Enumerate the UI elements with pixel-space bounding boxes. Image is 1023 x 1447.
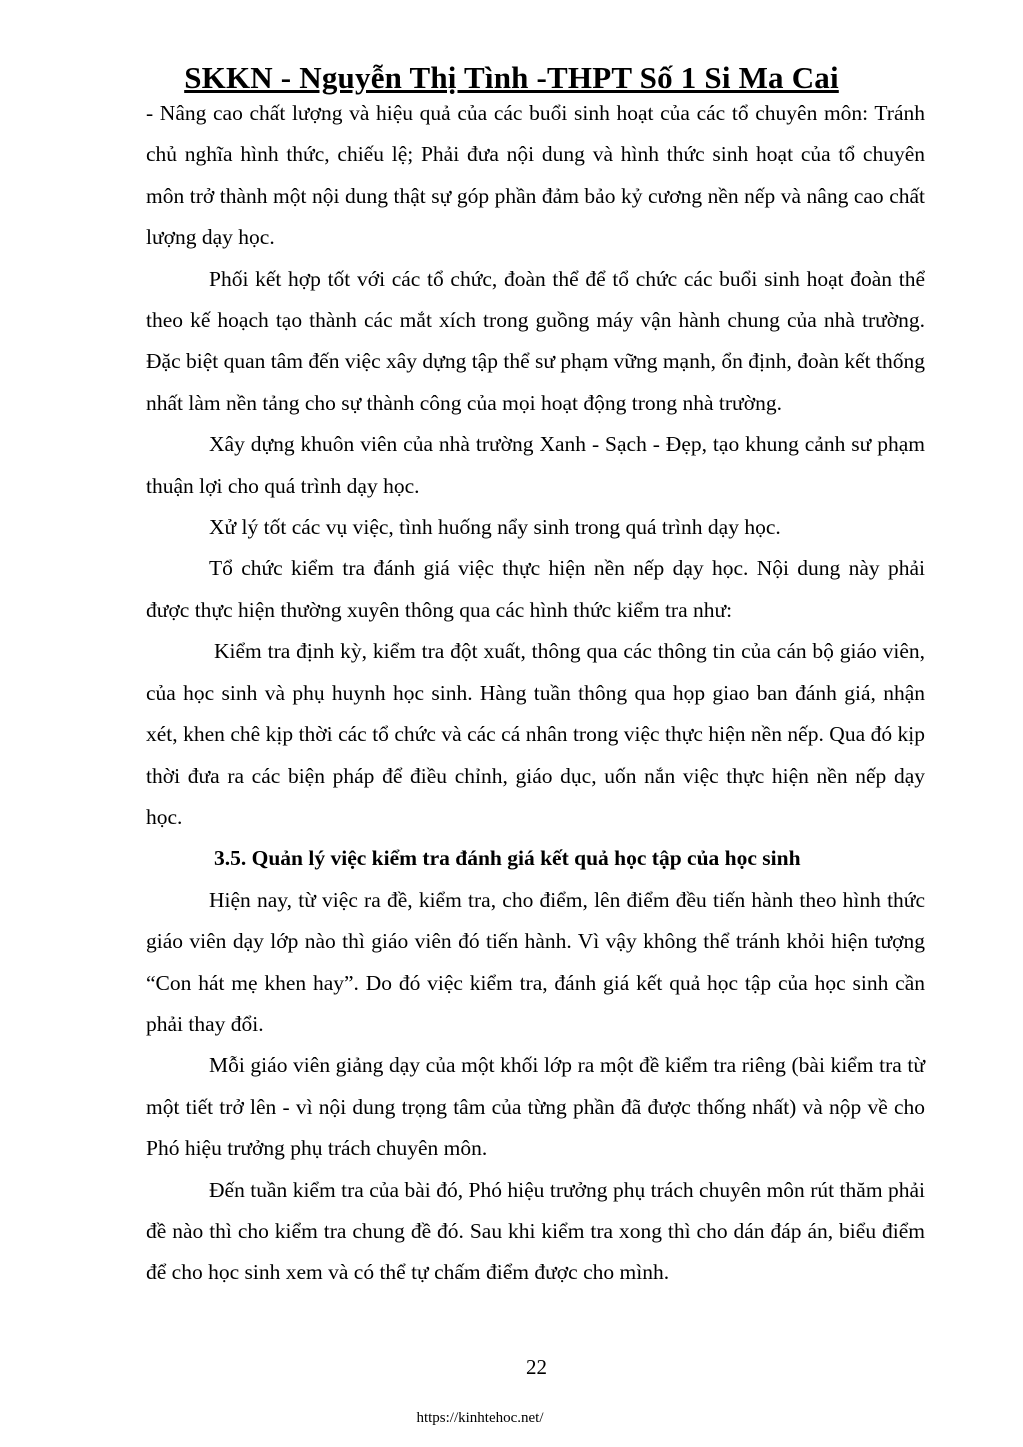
document-body [146, 93, 925, 1294]
footer-url[interactable]: https://kinhtehoc.net/ [416, 1410, 544, 1426]
paragraph-7: Hiện nay, từ việc ra đề, kiểm tra, cho điểm, lên điểm đều tiến hành theo hình thức giáo viên dạy lớp nào thì giáo viên đó tiến hành. Vì vậy không thể tránh khỏi hiện tượng “Con hát mẹ khen hay”. Do đó việc kiểm tra, đánh giá kết quả học tập của học sinh cần phải thay đổi. [146, 887, 925, 1036]
paragraph-6: Kiểm tra định kỳ, kiểm tra đột xuất, thông qua các thông tin của cán bộ giáo viên, của học sinh và phụ huynh học sinh. Hàng tuần thông qua họp giao ban đánh giá, nhận xét, khen chê kịp thời các tổ chức và các cá nhân trong việc thực hiện nền nếp. Qua đó kịp thời đưa ra các biện pháp để điều chỉnh, giáo dục, uốn nắn việc thực hiện nền nếp dạy học. [146, 639, 925, 829]
paragraph-2: Phối kết hợp tốt với các tổ chức, đoàn thể để tổ chức các buổi sinh hoạt đoàn thể theo kế hoạch tạo thành các mắt xích trong guồng máy vận hành chung của nhà trường. Đặc biệt quan tâm đến việc xây dựng tập thể sư phạm vững mạnh, ổn định, đoàn kết thống nhất làm nền tảng cho sự thành công của mọi hoạt động trong nhà trường. [146, 266, 925, 415]
paragraph-1: - Nâng cao chất lượng và hiệu quả của các buổi sinh hoạt của các tổ chuyên môn: Tránh chủ nghĩa hình thức, chiếu lệ; Phải đưa nội dung và hình thức sinh hoạt của tổ chuyên môn trở thành một nội dung thật sự góp phần đảm bảo kỷ cương nền nếp và nâng cao chất lượng dạy học. [146, 101, 925, 250]
page-header: SKKN - Nguyễn Thị Tình -THPT Số 1 Si Ma Cai [184, 60, 839, 95]
paragraph-3: Xây dựng khuôn viên của nhà trường Xanh - Sạch - Đẹp, tạo khung cảnh sư phạm thuận lợi cho quá trình dạy học. [146, 432, 925, 498]
section-heading: 3.5. Quản lý việc kiểm tra đánh giá kết quả học tập của học sinh [214, 846, 801, 871]
paragraph-5: Tổ chức kiểm tra đánh giá việc thực hiện nền nếp dạy học. Nội dung này phải được thực hiện thường xuyên thông qua các hình thức kiểm tra như: [146, 556, 925, 622]
paragraph-9: Đến tuần kiểm tra của bài đó, Phó hiệu trưởng phụ trách chuyên môn rút thăm phải đề nào thì cho kiểm tra chung đề đó. Sau khi kiểm tra xong thì cho dán đáp án, biểu điểm để cho học sinh xem và có thể tự chấm điểm được cho mình. [146, 1177, 925, 1285]
paragraph-4: Xử lý tốt các vụ việc, tình huống nẩy sinh trong quá trình dạy học. [209, 515, 781, 540]
page-number: 22 [526, 1355, 547, 1379]
paragraph-8: Mỗi giáo viên giảng dạy của một khối lớp ra một đề kiểm tra riêng (bài kiểm tra từ một tiết trở lên - vì nội dung trọng tâm của từng phần đã được thống nhất) và nộp về cho Phó hiệu trưởng phụ trách chuyên môn. [146, 1053, 925, 1161]
